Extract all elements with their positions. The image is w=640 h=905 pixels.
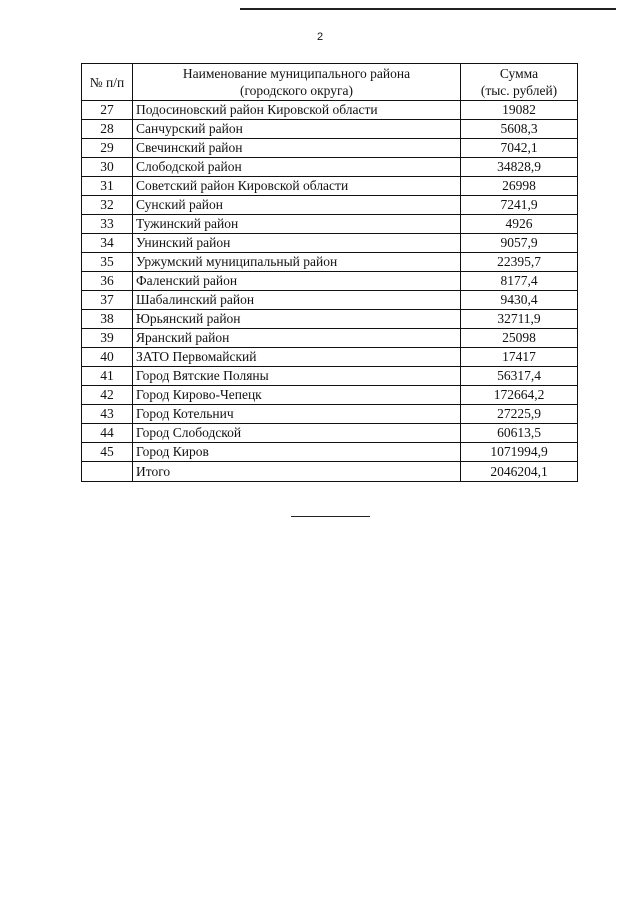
row-number: 33	[82, 215, 133, 234]
row-name: ЗАТО Первомайский	[133, 348, 461, 367]
header-name-line1: Наименование муниципального района	[182, 66, 411, 81]
row-sum: 25098	[461, 329, 578, 348]
header-name	[133, 64, 461, 101]
header-sum	[461, 64, 578, 101]
row-sum: 8177,4	[461, 272, 578, 291]
row-sum: 19082	[461, 101, 578, 120]
row-number: 43	[82, 405, 133, 424]
row-sum: 26998	[461, 177, 578, 196]
row-name: Город Слободской	[133, 424, 461, 443]
row-number: 34	[82, 234, 133, 253]
row-sum: 9430,4	[461, 291, 578, 310]
table-row	[82, 424, 578, 443]
table-row	[82, 139, 578, 158]
table-row	[82, 386, 578, 405]
row-number: 28	[82, 120, 133, 139]
header-num: № п/п	[82, 64, 133, 101]
table-row	[82, 234, 578, 253]
row-name: Тужинский район	[133, 215, 461, 234]
total-sum: 2046204,1	[461, 462, 578, 482]
table-body	[82, 101, 578, 462]
row-sum: 60613,5	[461, 424, 578, 443]
row-sum: 34828,9	[461, 158, 578, 177]
row-number: 29	[82, 139, 133, 158]
fund-table	[81, 63, 578, 482]
row-number: 37	[82, 291, 133, 310]
row-number: 45	[82, 443, 133, 462]
row-sum: 56317,4	[461, 367, 578, 386]
row-name: Город Котельнич	[133, 405, 461, 424]
table-row	[82, 367, 578, 386]
table-header-row	[82, 64, 578, 101]
header-sum-line1: Сумма	[499, 66, 539, 81]
row-number: 36	[82, 272, 133, 291]
bottom-rule	[291, 516, 370, 517]
row-name: Яранский район	[133, 329, 461, 348]
table-row	[82, 196, 578, 215]
row-number: 27	[82, 101, 133, 120]
row-name: Шабалинский район	[133, 291, 461, 310]
total-label: Итого	[133, 462, 461, 482]
row-number: 31	[82, 177, 133, 196]
row-number: 44	[82, 424, 133, 443]
header-name-line2: (городского округа)	[239, 83, 354, 98]
row-number: 30	[82, 158, 133, 177]
row-number: 32	[82, 196, 133, 215]
row-name: Город Кирово-Чепецк	[133, 386, 461, 405]
row-sum: 5608,3	[461, 120, 578, 139]
header-sum-line2: (тыс. рублей)	[480, 83, 558, 98]
table-row	[82, 291, 578, 310]
row-sum: 32711,9	[461, 310, 578, 329]
row-name: Сунский район	[133, 196, 461, 215]
table-row	[82, 443, 578, 462]
top-rule	[240, 8, 616, 10]
total-num-cell	[82, 462, 133, 482]
table-row	[82, 101, 578, 120]
page-number: 2	[316, 31, 324, 43]
row-number: 39	[82, 329, 133, 348]
total-row	[82, 462, 578, 482]
table-row	[82, 310, 578, 329]
table-row	[82, 158, 578, 177]
table-row	[82, 215, 578, 234]
row-sum: 4926	[461, 215, 578, 234]
table-row	[82, 272, 578, 291]
table-row	[82, 177, 578, 196]
row-sum: 27225,9	[461, 405, 578, 424]
row-name: Город Вятские Поляны	[133, 367, 461, 386]
row-number: 35	[82, 253, 133, 272]
row-number: 40	[82, 348, 133, 367]
row-number: 42	[82, 386, 133, 405]
row-name: Санчурский район	[133, 120, 461, 139]
row-name: Свечинский район	[133, 139, 461, 158]
table-row	[82, 348, 578, 367]
row-name: Советский район Кировской области	[133, 177, 461, 196]
row-name: Подосиновский район Кировской области	[133, 101, 461, 120]
table-row	[82, 253, 578, 272]
table-row	[82, 405, 578, 424]
row-name: Унинский район	[133, 234, 461, 253]
row-name: Слободской район	[133, 158, 461, 177]
row-name: Уржумский муниципальный район	[133, 253, 461, 272]
table-row	[82, 329, 578, 348]
row-sum: 172664,2	[461, 386, 578, 405]
row-sum: 22395,7	[461, 253, 578, 272]
row-name: Юрьянский район	[133, 310, 461, 329]
row-sum: 17417	[461, 348, 578, 367]
row-sum: 7241,9	[461, 196, 578, 215]
table-row	[82, 120, 578, 139]
row-sum: 9057,9	[461, 234, 578, 253]
row-sum: 1071994,9	[461, 443, 578, 462]
row-sum: 7042,1	[461, 139, 578, 158]
row-name: Фаленский район	[133, 272, 461, 291]
row-name: Город Киров	[133, 443, 461, 462]
row-number: 41	[82, 367, 133, 386]
row-number: 38	[82, 310, 133, 329]
